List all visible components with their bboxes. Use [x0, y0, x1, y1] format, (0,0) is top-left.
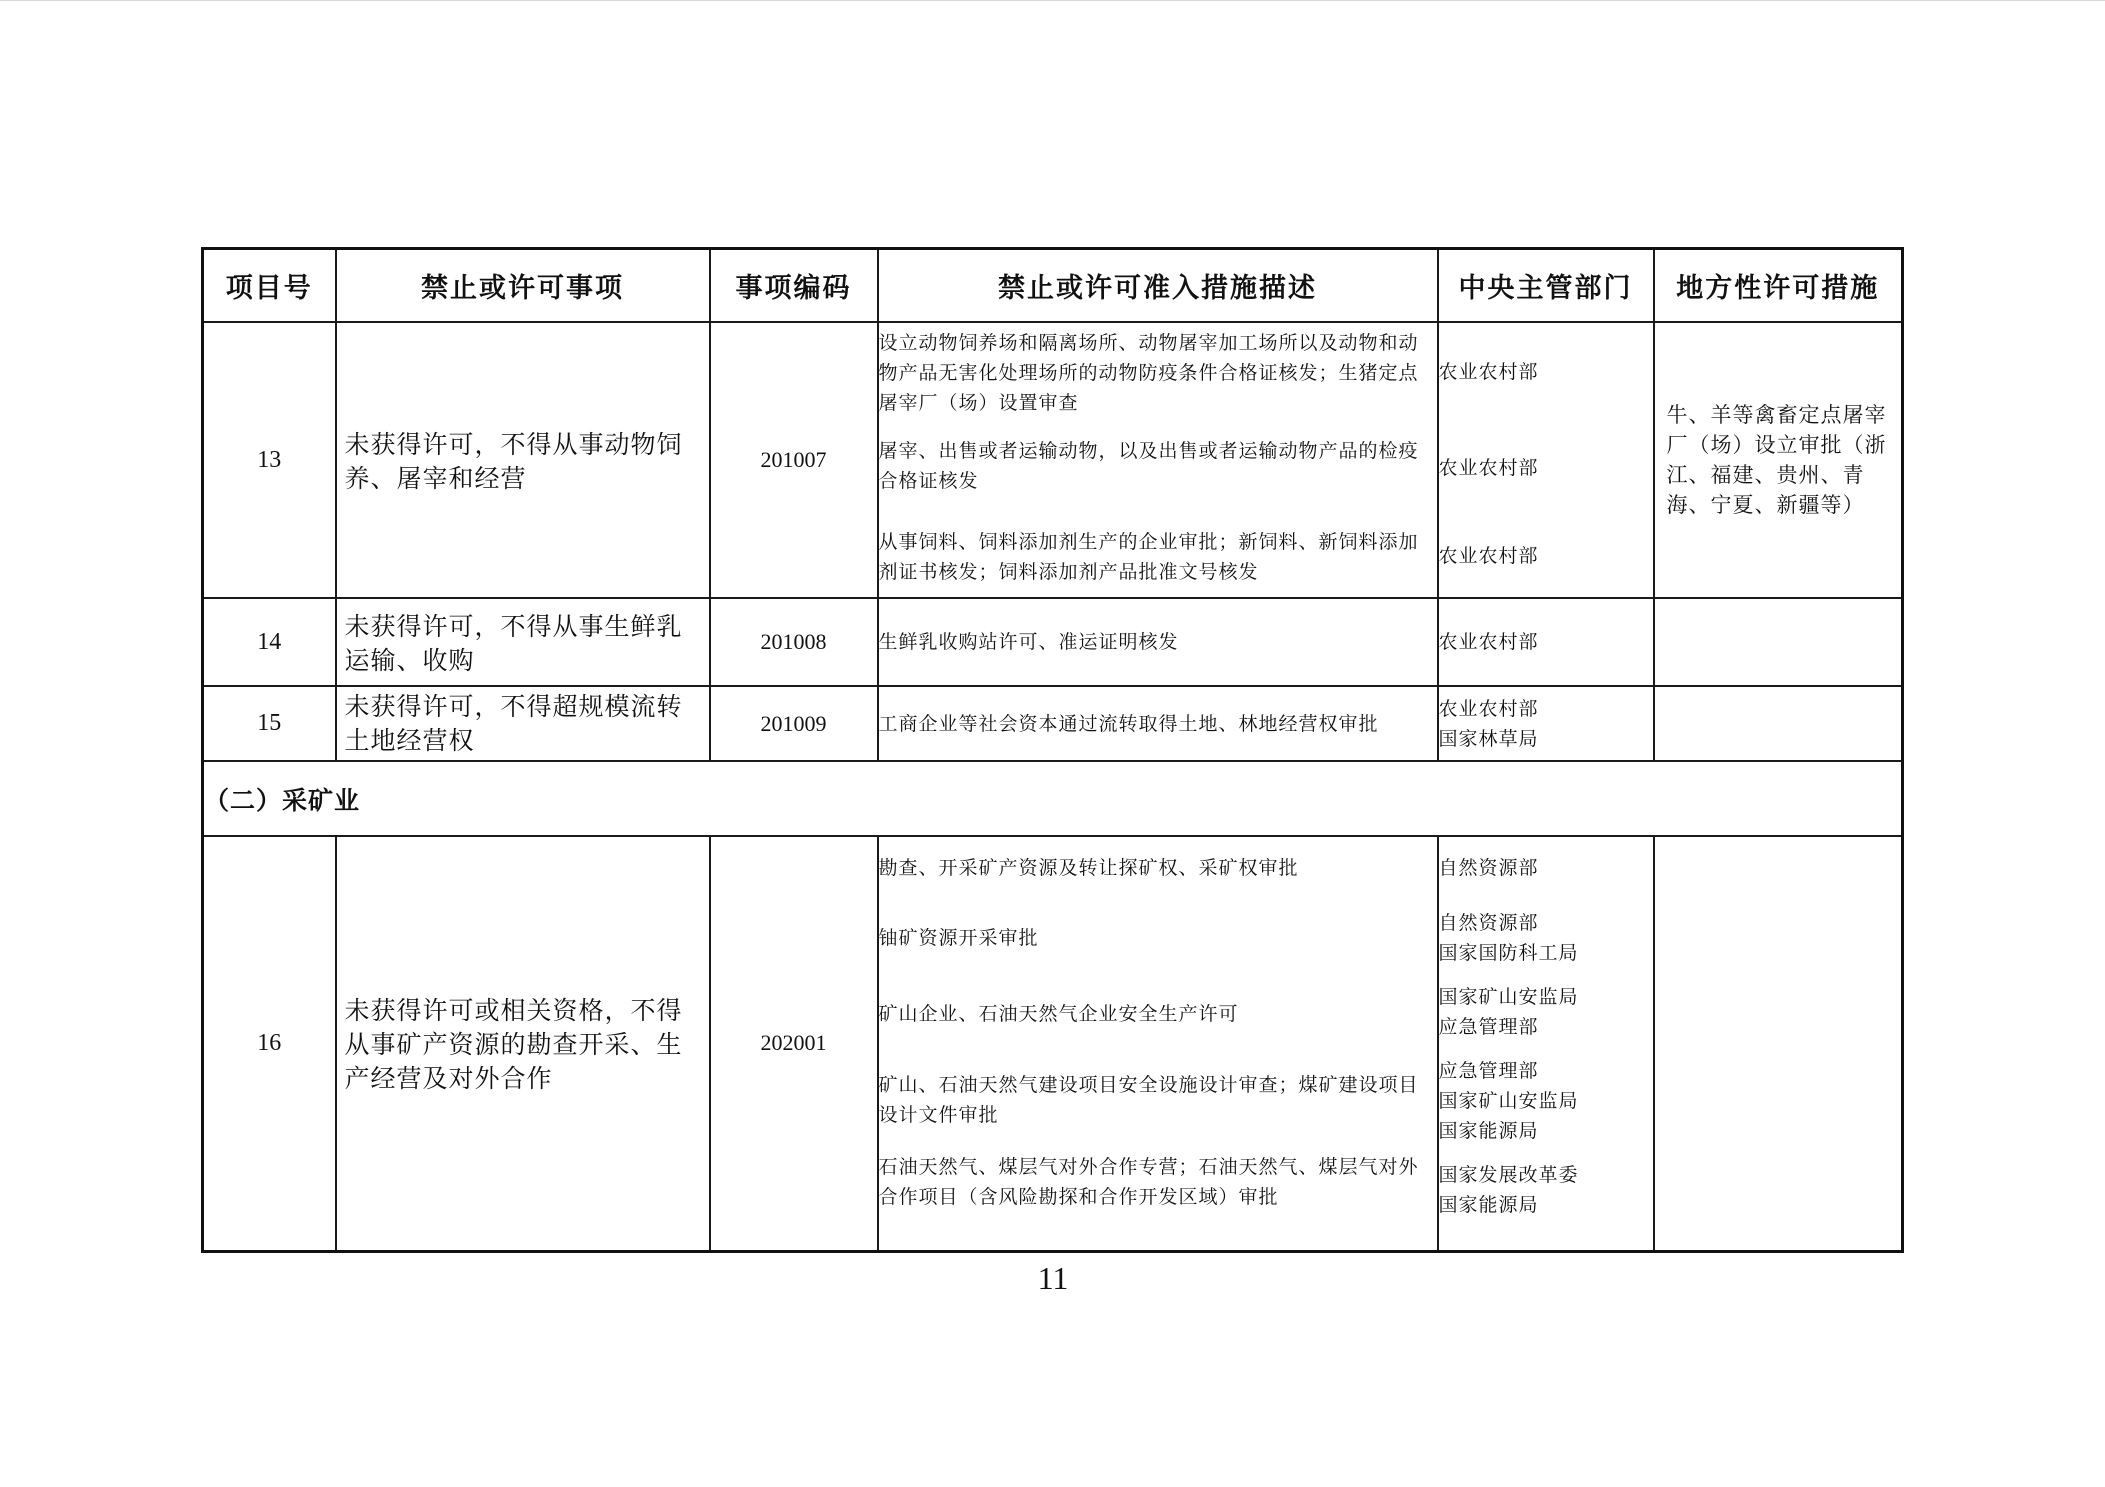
dept-name: 农业农村部 — [1438, 631, 1539, 653]
measure-desc: 工商企业等社会资本通过流转取得土地、林地经营权审批 — [878, 712, 1379, 735]
section-title: （二）采矿业 — [203, 761, 1903, 836]
dept-name: 国家矿山安监局 应急管理部 — [1438, 986, 1579, 1038]
row-measures — [878, 598, 1438, 686]
header-code: 事项编码 — [710, 249, 878, 323]
row-matter: 未获得许可，不得从事动物饲养、屠宰和经营 — [336, 322, 710, 598]
dept-name: 自然资源部 — [1438, 857, 1539, 879]
header-central-dept: 中央主管部门 — [1438, 249, 1654, 323]
row-code: 202001 — [710, 836, 878, 1251]
section-row — [203, 761, 1903, 836]
table-row — [203, 686, 1903, 761]
row-local-measure — [1654, 598, 1903, 686]
measure-desc: 勘查、开采矿产资源及转让探矿权、采矿权审批 — [878, 857, 1299, 879]
row-number: 14 — [203, 598, 336, 686]
measure-desc: 从事饲料、饲料添加剂生产的企业审批；新饲料、新饲料添加剂证书核发；饲料添加剂产品批准文号核发 — [878, 531, 1419, 583]
header-item-no: 项目号 — [203, 249, 336, 323]
table-header-row — [203, 249, 1903, 323]
row-local-measure: 牛、羊等禽畜定点屠宰厂（场）设立审批（浙江、福建、贵州、青海、宁夏、新疆等） — [1654, 322, 1903, 598]
row-departments — [1438, 322, 1654, 598]
row-code: 201009 — [710, 686, 878, 761]
table-row — [203, 598, 1903, 686]
measure-desc: 铀矿资源开采审批 — [878, 927, 1039, 949]
row-matter: 未获得许可，不得从事生鲜乳运输、收购 — [336, 598, 710, 686]
header-local-measure: 地方性许可措施 — [1654, 249, 1903, 323]
row-measures — [878, 686, 1438, 761]
dept-name: 农业农村部 — [1438, 361, 1539, 383]
measure-desc: 矿山企业、石油天然气企业安全生产许可 — [878, 1003, 1239, 1025]
row-departments — [1438, 686, 1654, 761]
dept-name: 农业农村部 国家林草局 — [1438, 697, 1539, 750]
dept-name: 应急管理部 国家矿山安监局 国家能源局 — [1438, 1060, 1579, 1142]
table-row — [203, 322, 1903, 598]
dept-name: 农业农村部 — [1438, 545, 1539, 567]
row-departments — [1438, 836, 1654, 1251]
dept-name: 自然资源部 国家国防科工局 — [1438, 912, 1579, 964]
measure-desc: 设立动物饲养场和隔离场所、动物屠宰加工场所以及动物和动物产品无害化处理场所的动物防疫条件合格证核发；生猪定点屠宰厂（场）设置审查 — [878, 332, 1419, 414]
row-code: 201008 — [710, 598, 878, 686]
page-number: 11 — [1037, 1260, 1069, 1296]
row-number: 13 — [203, 322, 336, 598]
row-number: 16 — [203, 836, 336, 1251]
page-top-border — [0, 0, 2105, 1]
row-local-measure — [1654, 686, 1903, 761]
row-measures — [878, 322, 1438, 598]
header-matter: 禁止或许可事项 — [336, 249, 710, 323]
measure-desc: 生鲜乳收购站许可、准运证明核发 — [878, 631, 1179, 653]
row-matter: 未获得许可，不得超规模流转土地经营权 — [336, 686, 710, 761]
row-matter: 未获得许可或相关资格，不得从事矿产资源的勘查开采、生产经营及对外合作 — [336, 836, 710, 1251]
row-number: 15 — [203, 686, 336, 761]
row-measures — [878, 836, 1438, 1251]
measure-desc: 屠宰、出售或者运输动物，以及出售或者运输动物产品的检疫合格证核发 — [878, 440, 1419, 492]
table-row — [203, 836, 1903, 1251]
permit-list-table — [201, 247, 1904, 1253]
dept-name: 国家发展改革委 国家能源局 — [1438, 1164, 1579, 1216]
dept-name: 农业农村部 — [1438, 457, 1539, 479]
row-local-measure — [1654, 836, 1903, 1251]
measure-desc: 矿山、石油天然气建设项目安全设施设计审查；煤矿建设项目设计文件审批 — [878, 1074, 1419, 1126]
row-code: 201007 — [710, 322, 878, 598]
header-measure-desc: 禁止或许可准入措施描述 — [878, 249, 1438, 323]
row-departments — [1438, 598, 1654, 686]
measure-desc: 石油天然气、煤层气对外合作专营；石油天然气、煤层气对外合作项目（含风险勘探和合作开发区域）审批 — [878, 1156, 1419, 1208]
